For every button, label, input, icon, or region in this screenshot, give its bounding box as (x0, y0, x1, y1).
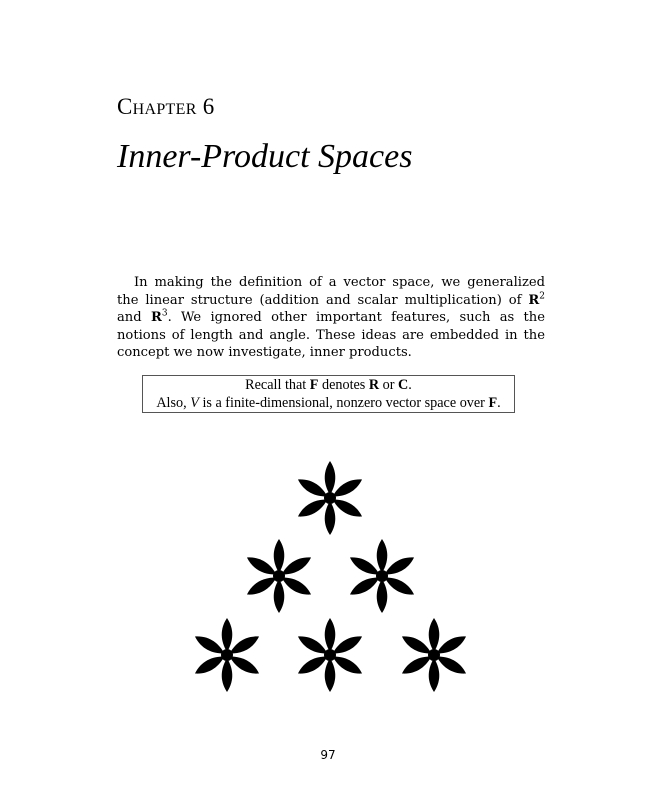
intro-text-2: . We ignored other important features, such as the notions of length and angle. These ideas are embedded in the concept we now investigate, inner products. (117, 310, 545, 361)
six-petal-flower-icon (295, 461, 364, 535)
recall-text: Recall that (245, 377, 310, 393)
r3-symbol: R (150, 310, 162, 326)
page-number: 97 (320, 748, 336, 762)
r2-symbol: R (528, 292, 540, 308)
field-r-symbol: R (368, 377, 380, 393)
six-petal-flower-icon (192, 618, 261, 692)
recall-text: or (379, 377, 399, 393)
field-f-symbol: F (488, 394, 498, 411)
recall-text: is a finite-dimensional, nonzero vector space over (198, 394, 489, 411)
intro-and: and (117, 310, 151, 326)
intro-text-1: In making the definition of a vector space, we generalized the linear structure (addition and scalar multiplication) of (117, 275, 545, 308)
six-petal-flower-icon (347, 539, 416, 613)
recall-text: Also, (156, 394, 191, 411)
recall-text: denotes (318, 377, 369, 393)
r3-exponent: 3 (161, 308, 168, 319)
six-petal-flower-icon (244, 539, 313, 613)
field-f-symbol: F (309, 377, 319, 393)
six-petal-flower-icon (295, 618, 364, 692)
chapter-label: Chapter 6 (117, 94, 215, 119)
chapter-title: Inner-Product Spaces (117, 138, 413, 175)
field-c-symbol: C (398, 377, 409, 393)
recall-text: . (497, 394, 501, 411)
r2-exponent: 2 (539, 291, 545, 302)
vector-space-v-symbol: V (190, 394, 199, 411)
recall-text: . (408, 377, 412, 393)
six-petal-flower-icon (399, 618, 468, 692)
